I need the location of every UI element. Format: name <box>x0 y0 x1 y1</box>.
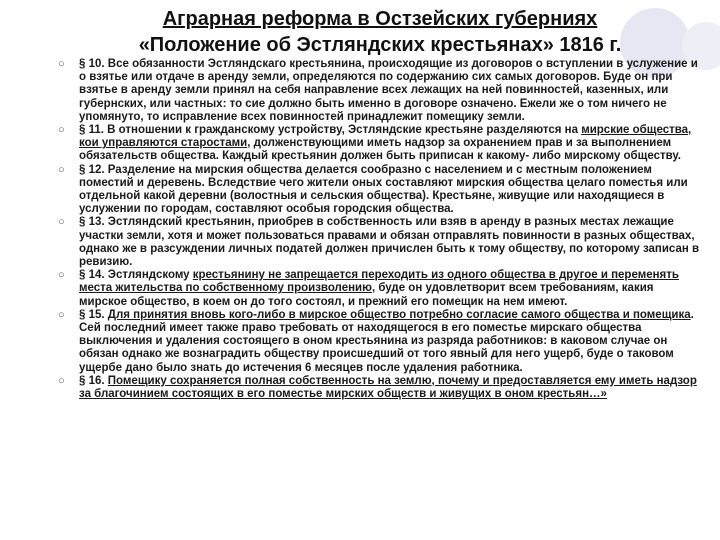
list-item <box>0 309 720 375</box>
item-underlined-text: Для принятия вновь кого-либо в мирское общество потребно согласие самого общества и помещика <box>107 308 691 321</box>
list-item <box>0 124 720 164</box>
item-underlined-text: мирские общества, кои управляются старостами <box>79 124 692 150</box>
item-text: , долженствующими иметь надзор за охранением прав и за выполнением обязательств общества. Каждый крестьянин должен быть приписан к какому- либо мирскому обществу. <box>79 137 682 163</box>
item-text: § 14. Эстляндскому <box>79 269 193 282</box>
item-text: § 13. Эстляндский крестьянин, приобрев в собственность или взяв в аренду в разных местах лежащие участки земли, хотя и может пользоваться правами и обязан отправлять повинности в разных обществах, однако же в разсуждении личных податей должен причислен быть к тому обществу, по которому записан в ревизию. <box>79 216 700 269</box>
item-underlined-text: Помещику сохраняется полная собственность на землю, почему и предоставляется ему иметь надзор за благочинием состоящих в его поместье мирских обществ и живущих в оном крестьян…» <box>79 374 697 401</box>
list-item <box>0 375 720 401</box>
circle-bullet-icon: ○ <box>58 269 65 282</box>
circle-bullet-icon: ○ <box>58 216 65 229</box>
title-line-1: Аграрная реформа в Остзейских губерниях <box>162 8 598 30</box>
list-item <box>0 216 720 269</box>
list-item <box>0 58 720 124</box>
circle-bullet-icon: ○ <box>58 374 65 387</box>
item-text: , буде он удовлетворит всем требованиям, какия мирское общество, в коем он до того состоял, и прежний его помещик на нем имеют. <box>79 282 654 308</box>
circle-bullet-icon: ○ <box>58 163 65 176</box>
list-item <box>0 269 720 309</box>
page-title <box>60 6 700 58</box>
item-underlined-text: крестьянину не запрещается переходить из одного общества в другое и переменять места жительства по собственному произволению <box>79 269 679 295</box>
item-text: § 12. Разделение на мирския общества делается сообразно с населением и с местным положением поместий и деревень. Вследствие чего жители оных составляют мирския общества целаго поместья или отдельной какой деревни (волостныя и сельския общества). Крестьяне, живущие или находящиеся в услужении по городам, составляют особыя городския общества. <box>79 163 688 216</box>
item-text: § 10. Все обязанности Эстляндскаго крестьянина, происходящие из договоров о вступлении в услужение и о взятье или отдаче в аренду земли, определяются по содержанию сих самых договоров. Буде он при взятье в аренду земли принял на себя направление всех лежащих на ней повинностей, казенных, или губернских, или частных: то сие должно быть именно в договоре означено. Ежели же о том ничего не упомянуто, то исправление всех повинностей принадлежит помещику земли. <box>79 58 698 123</box>
item-text: . Сей последний имеет также право требовать от находящегося в его поместье мирскаго общества выключения и удаления состоящего в оном крестьянина из разряда работников: в каковом случае он обязан однако же вознаградить обществу происшедший от того явный для него ущерб, буде о таковом ущербе дано было знать до истечения 6 месяцев после удаления работника. <box>79 308 694 374</box>
circle-bullet-icon: ○ <box>58 308 65 321</box>
item-text: § 16. <box>79 374 108 387</box>
item-text: § 11. В отношении к гражданскому устройству, Эстляндские крестьяне разделяются на <box>79 124 582 137</box>
paragraph-list <box>0 58 720 401</box>
item-text: § 15. <box>79 308 108 321</box>
list-item <box>0 164 720 217</box>
title-line-2: «Положение об Эстляндских крестьянах» 1816 г. <box>138 34 622 56</box>
circle-bullet-icon: ○ <box>58 124 65 137</box>
circle-bullet-icon: ○ <box>58 58 65 70</box>
